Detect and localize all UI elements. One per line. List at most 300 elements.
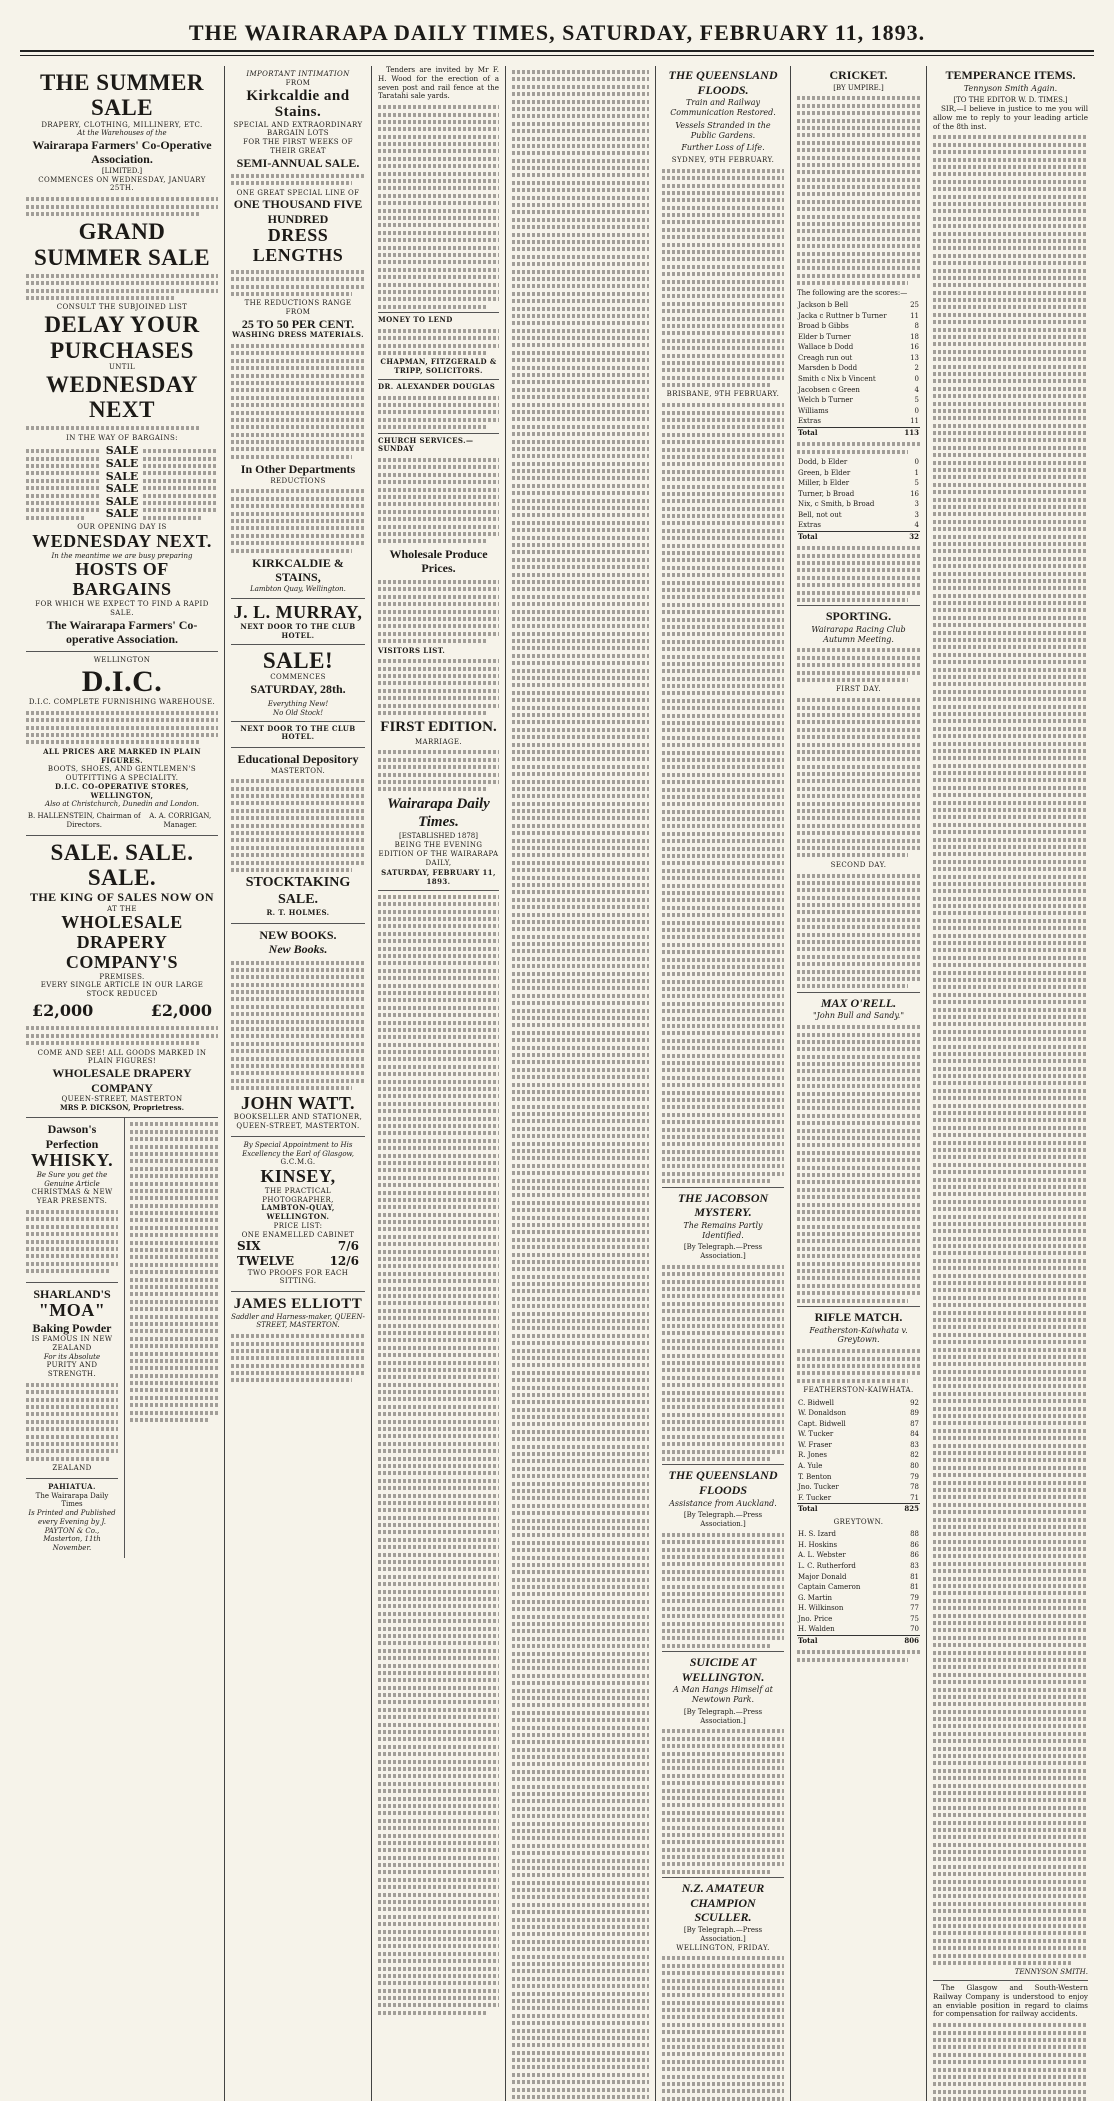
text-lines xyxy=(797,874,920,989)
score-row xyxy=(797,363,920,374)
cricket: CRICKET. xyxy=(829,68,888,82)
score-value: 86 xyxy=(910,1540,919,1549)
score-name: Creagh run out xyxy=(798,353,853,362)
whisky: WHISKY. xyxy=(30,1150,114,1171)
score-name: A. Yule xyxy=(798,1462,823,1470)
score-row xyxy=(797,468,920,479)
kirkcaldie-2: KIRKCALDIE & STAINS, xyxy=(252,555,344,585)
bargain-list-right xyxy=(143,449,218,523)
ad-kinsey xyxy=(231,1137,365,1292)
vessels-stranded: Vessels Stranded in the Public Gardens. xyxy=(675,120,771,140)
two-proofs: TWO PROOFS FOR EACH SITTING. xyxy=(247,1268,349,1286)
score-value: 71 xyxy=(910,1493,919,1502)
score-value: 16 xyxy=(910,343,919,352)
score-value: 18 xyxy=(910,332,919,341)
wholesale-drapery-2: WHOLESALE DRAPERY COMPANY xyxy=(52,1066,192,1095)
reductions-2: REDUCTIONS xyxy=(270,476,326,485)
ad-dic xyxy=(26,652,218,835)
score-name: Dodd, b Elder xyxy=(798,457,848,466)
score-value: 87 xyxy=(910,1419,919,1428)
score-name: H. Walden xyxy=(798,1625,835,1634)
price-right: £2,000 xyxy=(150,1000,212,1020)
text-lines xyxy=(797,698,920,857)
baking-powder: Baking Powder xyxy=(32,1320,112,1335)
bargains-heading: IN THE WAY OF BARGAINS: xyxy=(66,433,178,442)
by-telegraph-2: [By Telegraph.—Press Association.] xyxy=(683,1511,763,1529)
washing: WASHING DRESS MATERIALS. xyxy=(232,330,364,340)
score-row xyxy=(797,1461,920,1472)
text-lines xyxy=(231,270,365,296)
rapid-sale: FOR WHICH WE EXPECT TO FIND A RAPID SALE. xyxy=(35,600,209,617)
moa: "MOA" xyxy=(38,1299,106,1320)
text-lines xyxy=(378,750,499,791)
hosts-of-bargains: HOSTS OF BARGAINS xyxy=(72,559,172,600)
score-row xyxy=(797,520,920,531)
saturday-28th: SATURDAY, 28th. xyxy=(250,681,346,696)
text-lines xyxy=(26,426,218,430)
rifle-match: RIFLE MATCH. xyxy=(814,1309,903,1324)
at-the: AT THE xyxy=(107,904,137,913)
text-lines xyxy=(797,442,920,453)
summer-sale-sub: DRAPERY, CLOTHING, MILLINERY, ETC. xyxy=(41,120,203,129)
score-name: Green, b Elder xyxy=(798,468,851,477)
grand-summer-sale: GRAND SUMMER SALE xyxy=(33,219,211,270)
score-value: 8 xyxy=(914,322,919,331)
score-value: 0 xyxy=(914,406,919,415)
bookseller: BOOKSELLER AND STATIONER, QUEEN-STREET, MASTERTON. xyxy=(233,1113,363,1131)
score-row xyxy=(797,1529,920,1540)
murray-title: J. L. MURRAY, xyxy=(233,602,363,623)
appointment: By Special Appointment to His Excellency the Earl of Glasgow, xyxy=(242,1140,354,1158)
score-name: Williams xyxy=(798,406,829,415)
premises: PREMISES. xyxy=(99,972,145,981)
text-lines xyxy=(797,96,920,285)
king-of-sales: THE KING OF SALES NOW ON xyxy=(30,890,214,905)
col1-bottom-right xyxy=(124,1118,218,1557)
score-row xyxy=(797,406,920,417)
six-label: SIX xyxy=(237,1239,261,1254)
daily-times: The Wairarapa Daily Times xyxy=(35,1491,109,1509)
text-lines xyxy=(231,489,365,552)
wellington-friday: WELLINGTON, FRIDAY. xyxy=(676,1943,770,1952)
score-name: Marsden b Dodd xyxy=(798,364,858,373)
next-door: NEXT DOOR TO THE CLUB HOTEL. xyxy=(240,622,356,640)
score-name: Major Donald xyxy=(798,1572,847,1581)
score-row xyxy=(797,416,920,427)
score-row xyxy=(797,510,920,521)
dic-wellington: WELLINGTON xyxy=(93,656,151,665)
visitors-list: VISITORS LIST. xyxy=(378,645,446,655)
bargain-list xyxy=(26,445,218,523)
score-value: 89 xyxy=(910,1409,919,1418)
score-row xyxy=(797,1593,920,1604)
one-great: ONE GREAT SPECIAL LINE OF xyxy=(236,188,360,197)
text-lines xyxy=(797,1349,920,1383)
text-lines xyxy=(662,1533,784,1648)
text-lines xyxy=(378,580,499,643)
text-lines xyxy=(797,1025,920,1302)
rule xyxy=(231,644,365,645)
score-name: H. Wilkinson xyxy=(798,1604,844,1613)
ad-wholesale-drapery xyxy=(26,836,218,1119)
score-total-value: 825 xyxy=(889,1504,920,1515)
score-total-row xyxy=(797,427,920,438)
score-name: W. Donaldson xyxy=(798,1409,846,1418)
text-lines xyxy=(662,403,784,1183)
score-name: F. Tucker xyxy=(798,1493,832,1502)
ad-whisky xyxy=(26,1118,118,1282)
text-lines xyxy=(130,1122,218,1422)
consult-list: CONSULT THE SUBJOINED LIST xyxy=(56,303,188,312)
new-books-2: New Books. xyxy=(268,942,328,957)
score-value: 92 xyxy=(910,1398,919,1407)
rule xyxy=(378,379,499,380)
score-name: W. Fraser xyxy=(798,1440,832,1449)
column-5 xyxy=(656,66,791,2101)
letter-opening: SIR,—I believe in justice to me you will allow me to reply to your leading article of the 8th inst. xyxy=(933,104,1088,131)
score-name: Jno. Price xyxy=(798,1614,833,1623)
score-row xyxy=(797,1540,920,1551)
price-left: £2,000 xyxy=(32,1000,94,1020)
score-name: Miller, b Elder xyxy=(798,479,850,488)
dic-sig-left: B. HALLENSTEIN, Chairman of Directors. xyxy=(27,812,141,829)
score-row xyxy=(797,1429,920,1440)
score-value: 70 xyxy=(910,1625,919,1634)
score-row xyxy=(797,1582,920,1593)
score-row xyxy=(797,321,920,332)
sharland: SHARLAND'S xyxy=(33,1286,111,1301)
score-total-row xyxy=(797,531,920,542)
summer-sale-limited: [LIMITED.] xyxy=(101,166,143,175)
ad-elliott xyxy=(231,1292,365,1391)
score-name: Broad b Gibbs xyxy=(798,322,849,331)
twelve-row xyxy=(231,1254,365,1269)
score-row xyxy=(797,1561,920,1572)
dress-lengths: DRESS LENGTHS xyxy=(252,225,344,265)
score-name: Welch b Turner xyxy=(798,396,853,405)
daily-times-title: Wairarapa Daily Times. xyxy=(387,795,490,831)
ad-kirkcaldie xyxy=(231,66,365,599)
column-3 xyxy=(372,66,506,2101)
text-lines xyxy=(662,1265,784,1461)
text-lines xyxy=(662,1729,784,1873)
score-name: Extras xyxy=(798,417,821,426)
text-lines xyxy=(378,396,499,430)
score-row xyxy=(797,342,920,353)
max-orell: MAX O'RELL. xyxy=(820,995,897,1010)
text-lines xyxy=(26,1210,118,1273)
cricket-innings-2 xyxy=(797,457,920,542)
score-name: L. C. Rutherford xyxy=(798,1562,856,1570)
score-value: 88 xyxy=(910,1530,919,1539)
zealand: ZEALAND xyxy=(52,1464,92,1473)
score-title: The following are the scores:— xyxy=(797,288,908,297)
score-row xyxy=(797,1572,920,1583)
edu-title: Educational Depository xyxy=(237,752,359,767)
train-restored: Train and Railway Communication Restored. xyxy=(670,98,776,117)
text-lines xyxy=(26,1383,118,1461)
featherston-team: FEATHERSTON-KAIWHATA. xyxy=(803,1386,914,1395)
rule xyxy=(933,1980,1088,1981)
featherston-v-greytown: Featherston-Kaiwhata v. Greytown. xyxy=(809,1325,908,1345)
being: BEING THE EVENING EDITION OF THE WAIRARAPA DAILY, xyxy=(378,841,499,867)
score-value: 4 xyxy=(914,521,919,530)
score-value: 2 xyxy=(914,364,919,373)
wednesday-next-2: WEDNESDAY NEXT. xyxy=(32,530,212,551)
text-lines xyxy=(662,1956,784,2101)
sale-word: SALE xyxy=(105,494,139,508)
score-row xyxy=(797,374,920,385)
summer-sale-assoc: Wairarapa Farmers' Co-Operative Association. xyxy=(32,138,212,167)
score-value: 82 xyxy=(910,1451,919,1460)
dic-sig-right: A. A. CORRIGAN, Manager. xyxy=(149,812,212,829)
score-row xyxy=(797,300,920,311)
publisher: Is Printed and Published every Evening by J. PAYTON & Co., Masterton, 11th November. xyxy=(28,1509,116,1553)
score-row xyxy=(797,332,920,343)
score-name: Jno. Tucker xyxy=(798,1483,839,1492)
score-value: 78 xyxy=(910,1483,919,1492)
score-name: H. Hoskins xyxy=(798,1540,838,1549)
six-row xyxy=(231,1239,365,1254)
masthead-rule xyxy=(20,50,1094,56)
nz-amateur: N.Z. AMATEUR CHAMPION SCULLER. xyxy=(681,1881,765,1925)
percent: 25 TO 50 PER CENT. xyxy=(241,316,355,331)
elliott: JAMES ELLIOTT xyxy=(233,1296,363,1313)
cricket-innings-1 xyxy=(797,300,920,438)
photographer: THE PRACTICAL PHOTOGRAPHER, xyxy=(262,1186,334,1204)
score-value: 0 xyxy=(914,457,919,466)
bargain-list-left xyxy=(26,449,101,523)
dic-title: D.I.C. xyxy=(81,665,163,699)
money-to-lend: MONEY TO LEND xyxy=(378,315,453,325)
text-lines xyxy=(797,648,920,682)
score-row xyxy=(797,1450,920,1461)
sydney-dateline: SYDNEY, 9TH FEBRUARY. xyxy=(671,156,775,164)
score-total-value: 806 xyxy=(895,1635,920,1646)
score-total-label: Total xyxy=(797,1635,895,1646)
score-name: Extras xyxy=(798,521,821,530)
text-lines xyxy=(378,895,499,2015)
score-value: 80 xyxy=(910,1462,919,1470)
saddler: Saddler and Harness-maker, QUEEN-STREET, MASTERTON. xyxy=(231,1312,365,1330)
price-box xyxy=(26,999,218,1023)
score-value: 13 xyxy=(910,353,919,362)
rifle-featherston xyxy=(797,1398,920,1515)
score-value: 4 xyxy=(914,385,919,394)
queen-street: QUEEN-STREET, MASTERTON xyxy=(61,1094,183,1103)
score-row xyxy=(797,1550,920,1561)
dic-signatures xyxy=(26,812,218,830)
score-name: Turner, b Broad xyxy=(798,489,855,498)
by-telegraph-3: [By Telegraph.—Press Association.] xyxy=(683,1707,763,1725)
summer-sale-title: THE SUMMER SALE xyxy=(39,70,205,121)
score-total-label: Total xyxy=(797,1504,889,1515)
wednesday-next: WEDNESDAY NEXT xyxy=(46,371,198,422)
column-6 xyxy=(791,66,927,2101)
summer-sale-at: At the Warehouses of the xyxy=(77,129,167,138)
score-row xyxy=(797,478,920,489)
score-value: 83 xyxy=(910,1562,919,1570)
column-2 xyxy=(225,66,372,2101)
dic-boots: BOOTS, SHOES, AND GENTLEMEN'S OUTFITTING A SPECIALITY. xyxy=(47,765,197,783)
score-total-value: 32 xyxy=(904,531,920,542)
ad-summer-sale xyxy=(26,66,218,652)
man-hangs: A Man Hangs Himself at Newtown Park. xyxy=(673,1685,773,1705)
wholesale-prices: Wholesale Produce Prices. xyxy=(389,546,488,576)
remains: The Remains Partly Identified. xyxy=(683,1220,763,1240)
pahiatua: PAHIATUA. xyxy=(48,1481,96,1491)
sale-word: SALE xyxy=(105,482,139,496)
text-lines xyxy=(378,105,499,309)
score-row xyxy=(797,1472,920,1483)
racing-club: Wairarapa Racing Club Autumn Meeting. xyxy=(811,624,906,644)
by-telegraph-4: [By Telegraph.—Press Association.] xyxy=(683,1926,763,1943)
brisbane-dateline: BRISBANE, 9TH FEBRUARY. xyxy=(666,390,780,399)
score-name: Captain Cameron xyxy=(798,1583,861,1592)
ad-murray xyxy=(231,599,365,748)
everything-new: Everything New! xyxy=(267,700,329,709)
qld-floods: THE QUEENSLAND FLOODS. xyxy=(668,68,778,97)
wholesale-drapery: WHOLESALE DRAPERY COMPANY'S xyxy=(61,912,183,972)
greytown-team: GREYTOWN. xyxy=(833,1517,884,1526)
score-value: 81 xyxy=(910,1572,919,1581)
score-name: Wallace b Dodd xyxy=(798,343,854,352)
score-total-row xyxy=(797,1504,920,1515)
kinsey: KINSEY, xyxy=(260,1166,336,1187)
next-door-2: NEXT DOOR TO THE CLUB HOTEL. xyxy=(240,723,356,742)
rule xyxy=(378,890,499,891)
score-name: Nix, c Smith, b Broad xyxy=(798,500,875,509)
sporting: SPORTING. xyxy=(825,609,892,624)
rule xyxy=(378,312,499,313)
text-lines xyxy=(797,546,920,602)
score-row xyxy=(797,353,920,364)
masthead xyxy=(20,14,1094,60)
mrs-dickson: MRS P. DICKSON, Proprietress. xyxy=(59,1102,185,1112)
tennyson: Tennyson Smith Again. xyxy=(963,83,1058,93)
further-loss: Further Loss of Life. xyxy=(681,143,765,153)
signature: TENNYSON SMITH. xyxy=(1014,1968,1088,1977)
score-row xyxy=(797,499,920,510)
lambton-quay: Lambton Quay, Wellington. xyxy=(250,584,346,593)
score-row xyxy=(797,1440,920,1451)
thousand: ONE THOUSAND FIVE HUNDRED xyxy=(233,197,363,226)
col1-bottom xyxy=(26,1118,218,1557)
rule xyxy=(378,433,499,434)
dr-douglas: DR. ALEXANDER DOUGLAS xyxy=(378,381,496,391)
text-lines xyxy=(797,1650,920,1661)
ad-new-books xyxy=(231,924,365,1137)
score-value: 86 xyxy=(910,1551,919,1560)
text-lines xyxy=(231,344,365,459)
text-lines xyxy=(933,2023,1088,2101)
score-name: G. Martin xyxy=(798,1593,833,1602)
score-row xyxy=(797,395,920,406)
summer-sale-commences: COMMENCES ON WEDNESDAY, JANUARY 25TH. xyxy=(38,175,206,193)
text-lines xyxy=(26,1026,218,1045)
score-row xyxy=(797,1398,920,1409)
score-row xyxy=(797,1419,920,1430)
text-lines xyxy=(231,961,365,1091)
ad-moa xyxy=(26,1283,118,1479)
second-day: SECOND DAY. xyxy=(830,860,887,869)
dic-all-prices: ALL PRICES ARE MARKED IN PLAIN FIGURES. xyxy=(43,746,201,765)
from: FROM xyxy=(285,78,311,87)
sale-word: SALE xyxy=(105,469,139,483)
chapman: CHAPMAN, FITZGERALD & TRIPP, SOLICITORS. xyxy=(380,357,497,376)
sale-sale-sale: SALE. SALE. SALE. xyxy=(50,839,194,890)
john-watt: JOHN WATT. xyxy=(240,1092,356,1113)
until: UNTIL xyxy=(108,362,136,371)
delay-purchases: DELAY YOUR PURCHASES xyxy=(44,312,200,363)
text-lines xyxy=(662,169,784,387)
score-value: 5 xyxy=(914,396,919,405)
text-lines xyxy=(26,197,218,216)
come-and-see: COME AND SEE! ALL GOODS MARKED IN PLAIN FIGURES! xyxy=(37,1048,207,1066)
ad-pahiatua xyxy=(26,1479,118,1558)
score-name: Bell, not out xyxy=(798,510,842,519)
sale-word: SALE xyxy=(105,507,139,521)
first-edition: FIRST EDITION. xyxy=(380,719,497,736)
semi-annual: SEMI-ANNUAL SALE. xyxy=(236,155,360,170)
first-weeks: FOR THE FIRST WEEKS OF THEIR GREAT xyxy=(243,138,353,155)
score-name: Jacka c Ruttner b Turner xyxy=(798,311,887,320)
score-row xyxy=(797,489,920,500)
tender-notice: Tenders are invited by Mr F. H. Wood for the erection of a seven post and rail fence at the Taratahi sale yards. xyxy=(378,66,499,101)
score-total-value: 113 xyxy=(901,427,920,438)
date: SATURDAY, FEBRUARY 11, 1893. xyxy=(381,868,496,887)
every-article: EVERY SINGLE ARTICLE IN OUR LARGE STOCK REDUCED xyxy=(40,981,204,999)
by-telegraph-1: [By Telegraph.—Press Association.] xyxy=(683,1243,763,1261)
score-name: Jackson b Bell xyxy=(798,301,849,310)
rule xyxy=(797,1306,920,1307)
sale-exclaim: SALE! xyxy=(262,647,334,673)
score-row xyxy=(797,457,920,468)
score-value: 75 xyxy=(910,1614,919,1623)
assistance: Assistance from Auckland. xyxy=(669,1498,777,1508)
text-lines xyxy=(933,135,1088,1964)
score-row xyxy=(797,1408,920,1419)
dic-complete: D.I.C. COMPLETE FURNISHING WAREHOUSE. xyxy=(28,698,216,707)
to-editor: [TO THE EDITOR W. D. TIMES.] xyxy=(953,96,1068,105)
score-total-row xyxy=(797,1635,920,1646)
score-value: 79 xyxy=(910,1472,919,1481)
whisky-title: Dawson's Perfection xyxy=(45,1122,99,1151)
score-name: Capt. Bidwell xyxy=(798,1419,846,1428)
score-row xyxy=(797,1603,920,1614)
text-lines xyxy=(26,711,218,745)
score-name: Elder b Turner xyxy=(798,332,851,341)
opening-day: OUR OPENING DAY IS xyxy=(77,523,167,532)
john-bull: "John Bull and Sandy." xyxy=(812,1011,905,1021)
purity: PURITY AND STRENGTH. xyxy=(46,1361,98,1379)
rule xyxy=(797,992,920,993)
score-value: 11 xyxy=(910,311,919,320)
text-lines xyxy=(231,779,365,872)
score-total-label: Total xyxy=(797,427,901,438)
xmas-presents: CHRISTMAS & NEW YEAR PRESENTS. xyxy=(31,1188,113,1206)
score-value: 16 xyxy=(910,489,919,498)
kirkcaldie-title: Kirkcaldie and Stains. xyxy=(246,87,350,120)
commences: COMMENCES xyxy=(270,673,326,682)
temperance: TEMPERANCE ITEMS. xyxy=(945,68,1076,82)
score-value: 84 xyxy=(910,1430,919,1439)
score-row xyxy=(797,1482,920,1493)
score-value: 0 xyxy=(914,375,919,383)
assoc-2: The Wairarapa Farmers' Co-operative Association. xyxy=(46,617,198,646)
rule xyxy=(662,1877,784,1878)
score-name: H. S. Izard xyxy=(798,1530,837,1539)
